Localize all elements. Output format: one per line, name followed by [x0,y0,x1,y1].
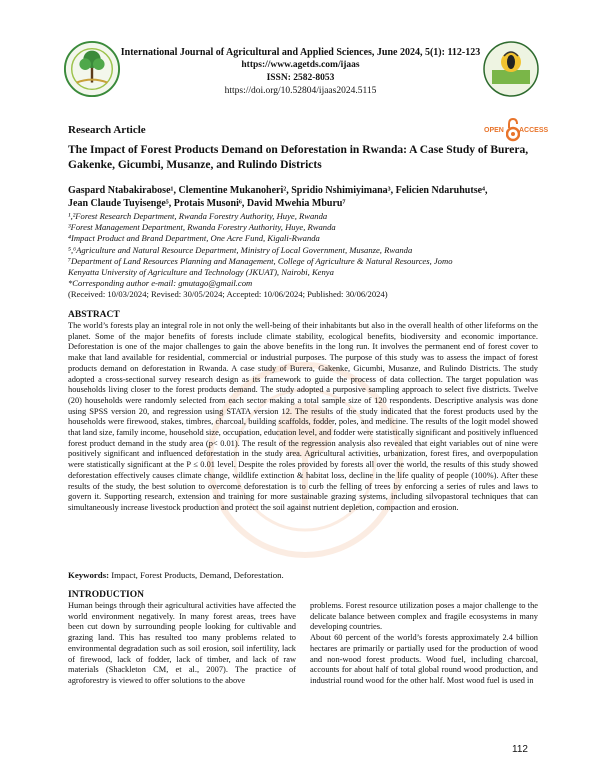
paragraph: problems. Forest resource utilization poses a major challenge to the delicate balance between complex and fragile ecosystems in many developing countries. [310,601,538,632]
publication-dates: (Received: 10/03/2024; Revised: 30/05/2024; Accepted: 10/06/2024; Published: 30/06/2024) [68,289,388,300]
journal-issn: ISSN: 2582-8053 [266,73,335,83]
open-access-right-text: ACCESS [519,127,549,134]
journal-url[interactable]: https://www.agetds.com/ijaas [241,60,360,70]
affiliation: ¹,²Forest Research Department, Rwanda Forestry Authority, Huye, Rwanda [68,211,328,221]
introduction-heading: INTRODUCTION [68,590,145,600]
open-access-lock-icon [506,118,520,142]
article-title: The Impact of Forest Products Demand on Deforestation in Rwanda: A Case Study of Burera, Gakenke, Gicumbi, Musanze, and Rulindo Districts [68,144,529,171]
journal-title: International Journal of Agricultural and Applied Sciences, June 2024, 5(1): 112-123 [120,47,481,58]
author-list [68,184,548,210]
affiliation: ³Forest Management Department, Rwanda Forestry Authority, Huye, Rwanda [68,222,336,233]
paragraph: About 60 percent of the world’s forests approximately 2.4 billion hectares are primarily or partially used for the production of wood and non-wood forest products. Wood fuel, including charcoal, accounts for about half of total global round wood production, and industrial round wood for the other half. Most wood fuel is used in [310,633,538,685]
keywords-text: Impact, Forest Products, Demand, Deforestation. [109,570,284,580]
journal-header [118,46,483,98]
abstract-heading: ABSTRACT [68,310,120,320]
article-doi[interactable]: https://doi.org/10.52804/ijaas2024.5115 [224,86,377,96]
journal-logo-icon [63,40,121,98]
open-access-badge [484,118,554,142]
keywords [68,570,538,580]
page-number: 112 [512,744,528,755]
right-logo-icon [480,40,542,98]
affiliation: ⁷Department of Land Resources Planning and Management, College of Agriculture & Natural Resources, Jomo [68,255,453,266]
abstract-body: The world’s forests play an integral role in not only the well-being of their inhabitants but also in the overall health of other lifeforms on the planet. Some of the major benefits of forests include climate stability, ecological benefits, biodiversity and economic importance. Deforestation is one of the major challenges to gain the above benefits in the long run. It involves the permanent end of forest cover to make that land available for residential, commercial or industrial purposes. The purpose of this study was to assess the impact of forest products demand on deforestation in Rwanda. A case study of Burera, Gakenke, Gicumbi, Musanze, and Rulindo Districts. The study adopted a cross-sectional survey research design as its framework to guide the process of data collection. The target population was households living closer to the forest products demand. The study adopted a purposive sampling approach to select five districts. Twelve (20) households were randomly selected from each sector making a total sample size of 120 respondents. Descriptive analysis was done using SPSS version 20, and regression using STATA version 12. The results of the study indicated that the forest products used by the households were firewood, stakes, timbres, charcoal, building scaffolds, fodder, poles, and medicine. The results of the logit model showed that land size, family income, household size, occupation, education level, and fodder were statistically significant and positively influenced forest product demand in the study area (p< 0.01). The result of the regression analysis also revealed that eight variables out of nine were positively significant and influenced deforestation in the study area. Agricultural activities, urbanization, forest fires, and overpopulation were statistically significant at the P ≤ 0.01 level. Despite the roles provided by forests all over the world, the results of this study showed deforestation effectively causes climate change, wildlife extinction & habitat loss, decline in the life quality of people (100%). After these results of the study, the best solution to overcome deforestation is to curb the felling of trees by enforcing a series of rules and laws to govern it. Supporting research, extension and training for more sustainable grazing systems, including silvopastoral techniques that can simultaneously increase livestock production and protect the soil against nutrient depletion, compaction and erosion. [68,321,538,512]
introduction-column-left: Human beings through their agricultural activities have affected the world environment negatively. In many forest areas, trees have been cut down by surrounding people looking for cultivable and grazing land. This has resulted too many problems related to environmental degradation such as soil erosion, soil infertility, lack of firewood, lack of fodder, lack of timber, and lack of raw materials (Shackleton CM, et al., 2007). The practice of agroforestry is viewed to offer solutions to the above [68,601,296,685]
corresponding-email[interactable]: *Corresponding author e-mail: gmutago@gmail.com [68,278,253,289]
affiliation: ⁴Impact Product and Brand Department, One Acre Fund, Kigali-Rwanda [68,233,320,244]
affiliation: Kenyatta University of Agriculture and Technology (JKUAT), Nairobi, Kenya [68,267,334,278]
author-line: Jean Claude Tuyisenge⁵, Protais Musoni⁶, David Mwehia Mburu⁷ [68,198,346,209]
affiliation: ⁵,⁶Agriculture and Natural Resource Department, Ministry of Local Government, Musanze, Rwanda [68,244,413,255]
keywords-label: Keywords: [68,570,110,580]
article-type-label: Research Article [68,124,146,136]
affiliations [68,211,548,301]
author-line: Gaspard Ntabakirabose¹, Clementine Mukanoheri², Spridio Nshimiyimana³, Felicien Ndaruhutse⁴, [68,185,488,196]
introduction-column-right [310,601,538,687]
open-access-left-text: OPEN [484,127,504,134]
